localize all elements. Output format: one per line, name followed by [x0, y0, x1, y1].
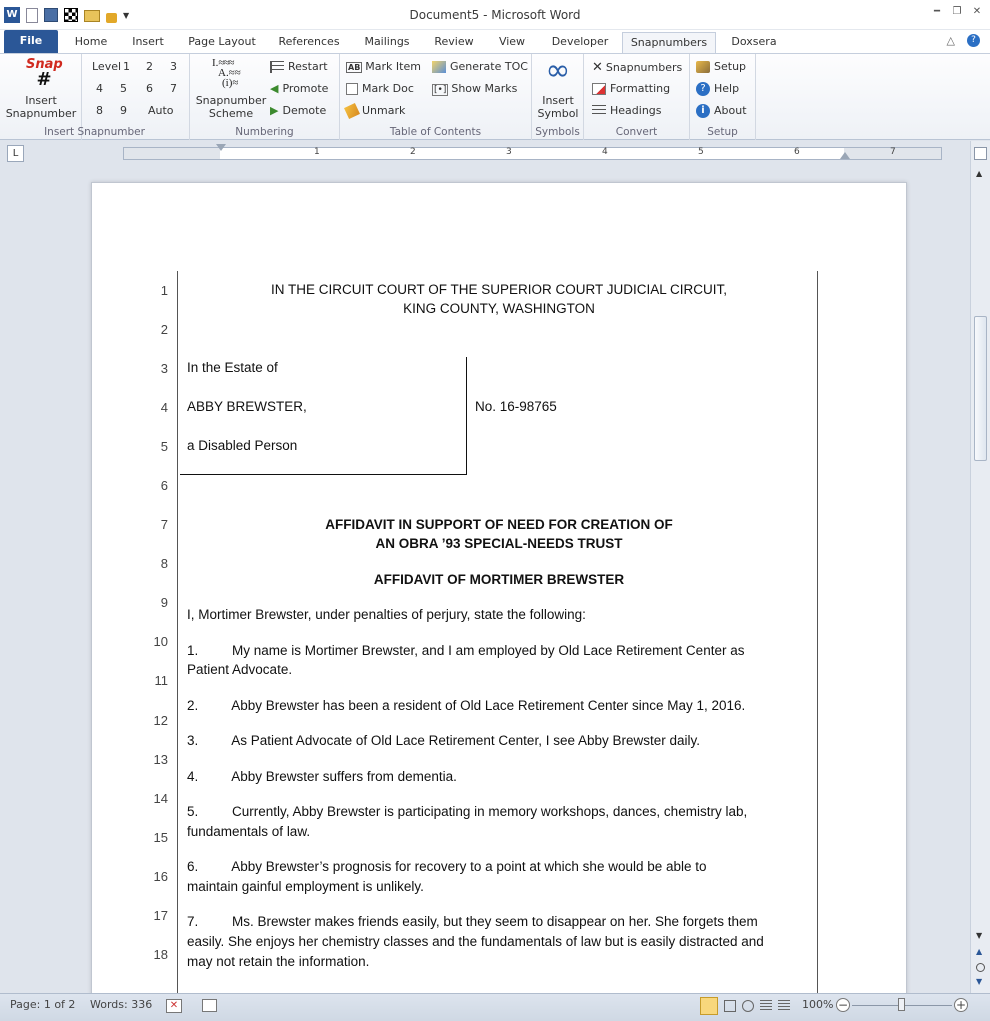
paragraph-3: 3. As Patient Advocate of Old Lace Retirement Center, I see Abby Brewster daily.: [187, 733, 701, 748]
eraser-icon: [344, 103, 360, 119]
paragraph-1-line-2: Patient Advocate.: [187, 662, 293, 677]
web-layout-view-icon[interactable]: [742, 1000, 754, 1012]
line-number: 10: [153, 634, 168, 649]
macro-recording-icon[interactable]: [202, 999, 217, 1012]
show-marks-label: Show Marks: [451, 82, 518, 95]
paragraph-4: 4. Abby Brewster suffers from dementia.: [187, 769, 457, 784]
level-2-button[interactable]: 2: [146, 60, 153, 73]
tab-view[interactable]: View: [498, 35, 526, 48]
demote-arrow-icon: ▶: [270, 104, 279, 117]
help-area: [947, 34, 980, 47]
line-number: 8: [160, 556, 168, 571]
outline-view-icon[interactable]: [760, 1000, 772, 1012]
group-label-symbols: Symbols: [535, 126, 580, 138]
zoom-level[interactable]: 100%: [802, 998, 834, 1011]
tab-doxsera[interactable]: Doxsera: [731, 35, 777, 48]
insert-label: Insert: [25, 94, 57, 107]
ruler-toggle-icon[interactable]: [974, 147, 987, 160]
unmark-button[interactable]: [346, 104, 405, 117]
line-number: 6: [160, 478, 168, 493]
scroll-down-icon[interactable]: ▼: [976, 931, 983, 940]
line-number: 4: [160, 400, 168, 415]
paragraph-7-line-2: easily. She enjoys her chemistry classes and the fundamentals of law but is easily distracted and: [187, 934, 764, 949]
tab-selector-icon[interactable]: L: [7, 145, 24, 162]
ruler-number: 2: [410, 147, 416, 157]
full-screen-view-icon[interactable]: [724, 1000, 736, 1012]
tab-insert[interactable]: Insert: [132, 35, 164, 48]
scheme-label-1: Snapnumber: [195, 94, 267, 107]
case-number: No. 16-98765: [475, 399, 557, 414]
group-numbering: [190, 54, 340, 140]
restart-label: Restart: [288, 60, 328, 73]
intro-paragraph: I, Mortimer Brewster, under penalties of perjury, state the following:: [187, 607, 586, 622]
level-1-button[interactable]: 1: [123, 60, 130, 73]
word-app-icon[interactable]: W: [4, 7, 20, 23]
demote-label: Demote: [282, 104, 327, 117]
about-button[interactable]: [696, 104, 747, 118]
mark-item-label: Mark Item: [365, 60, 421, 73]
convert-snapnumbers-button[interactable]: [592, 60, 682, 75]
group-setup: [690, 54, 756, 140]
affidavit-title-1: AFFIDAVIT IN SUPPORT OF NEED FOR CREATION OF: [325, 517, 673, 532]
indent-marker-icon[interactable]: [216, 144, 226, 151]
ruler-number: 4: [602, 147, 608, 157]
line-number: 15: [153, 830, 168, 845]
tab-file[interactable]: File: [4, 30, 58, 54]
level-6-button[interactable]: 6: [146, 82, 153, 95]
headings-icon: [592, 105, 606, 117]
tab-snapnumbers[interactable]: Snapnumbers: [622, 32, 716, 54]
group-label-numbering: Numbering: [235, 126, 294, 138]
setup-button[interactable]: [696, 60, 746, 73]
scheme-icon[interactable]: I.≈≈≈ A.≈≈ (i)≈: [212, 57, 241, 89]
print-layout-view-icon[interactable]: [700, 997, 718, 1015]
group-label-setup: Setup: [707, 126, 738, 138]
tab-references[interactable]: References: [278, 35, 340, 48]
level-5-button[interactable]: 5: [120, 82, 127, 95]
help-label: Help: [714, 82, 740, 95]
line-number: 12: [153, 713, 168, 728]
group-table-of-contents: [340, 54, 532, 140]
ruler-number: 6: [794, 147, 800, 157]
ruler-number: 7: [890, 147, 896, 157]
window-controls: [930, 6, 984, 18]
demote-button[interactable]: [270, 104, 326, 117]
line-number: 1: [160, 283, 168, 298]
next-page-icon[interactable]: ▼: [976, 977, 983, 986]
insert-symbol-label-2: Symbol: [537, 107, 579, 120]
paragraph-6-line-1: 6. Abby Brewster’s prognosis for recovery to a point at which she would be able to: [187, 859, 707, 874]
page-count[interactable]: Page: 1 of 2: [10, 998, 76, 1011]
promote-arrow-icon: ◀: [270, 82, 279, 95]
caption-estate: In the Estate of: [187, 360, 278, 375]
setup-icon: [696, 61, 710, 73]
line-number: 5: [160, 439, 168, 454]
left-pleading-line: [177, 271, 178, 993]
level-3-button[interactable]: 3: [170, 60, 177, 73]
right-pleading-line: [817, 271, 818, 993]
line-number: 16: [153, 869, 168, 884]
line-number: 18: [153, 947, 168, 962]
court-heading-line-2: KING COUNTY, WASHINGTON: [403, 301, 595, 316]
generate-toc-icon: [432, 61, 446, 73]
group-label-toc: Table of Contents: [389, 126, 482, 138]
draft-view-icon[interactable]: [778, 1000, 790, 1012]
about-label: About: [714, 104, 747, 117]
mark-doc-icon: [346, 83, 358, 95]
paragraph-5-line-2: fundamentals of law.: [187, 824, 311, 839]
minimize-ribbon-icon[interactable]: △: [946, 34, 955, 47]
paragraph-7-line-1: 7. Ms. Brewster makes friends easily, but they seem to disappear on her. She forgets them: [187, 914, 758, 929]
zoom-slider-thumb[interactable]: [898, 998, 905, 1011]
setup-label: Setup: [714, 60, 747, 73]
window-title: Document5 - Microsoft Word: [409, 8, 581, 22]
title-bar: [0, 0, 990, 30]
ruler-number: 1: [314, 147, 320, 157]
generate-toc-button[interactable]: [432, 60, 528, 73]
court-heading-line-1: IN THE CIRCUIT COURT OF THE SUPERIOR COURT JUDICIAL CIRCUIT,: [270, 282, 728, 297]
line-number: 2: [160, 322, 168, 337]
group-label-convert: Convert: [615, 126, 658, 138]
scroll-up-icon[interactable]: ▲: [976, 169, 983, 178]
group-symbols: [532, 54, 584, 140]
customize-qat-icon[interactable]: ▼: [123, 10, 130, 20]
insert-symbol-label-1: Insert: [542, 94, 574, 107]
paragraph-6-line-2: maintain gainful employment is unlikely.: [187, 879, 424, 894]
tab-mailings[interactable]: Mailings: [364, 35, 410, 48]
tab-developer[interactable]: Developer: [551, 35, 609, 48]
mark-item-icon: AB: [348, 63, 361, 72]
snapnumber-label: Snapnumber: [5, 107, 77, 120]
convert-headings-label: Headings: [610, 104, 662, 117]
level-7-button[interactable]: 7: [170, 82, 177, 95]
level-auto-button[interactable]: Auto: [148, 104, 174, 117]
convert-formatting-label: Formatting: [610, 82, 671, 95]
paragraph-5-line-1: 5. Currently, Abby Brewster is participating in memory workshops, dances, chemistry lab,: [187, 804, 748, 819]
snapnumber-scheme-button[interactable]: [192, 94, 270, 120]
affidavit-subtitle: AFFIDAVIT OF MORTIMER BREWSTER: [373, 572, 625, 587]
info-icon: i: [696, 104, 710, 118]
previous-page-icon[interactable]: ▲: [976, 947, 983, 956]
status-bar: [0, 993, 990, 1021]
caption-name: ABBY BREWSTER,: [187, 399, 307, 414]
line-number: 17: [153, 908, 168, 923]
ruler-left-margin: [124, 148, 220, 159]
zoom-out-icon[interactable]: −: [837, 998, 849, 1012]
infinity-symbol-icon[interactable]: ∞: [545, 53, 571, 88]
paragraph-2: 2. Abby Brewster has been a resident of Old Lace Retirement Center since May 1, 2016.: [187, 698, 746, 713]
promote-label: Promote: [282, 82, 329, 95]
level-4-button[interactable]: 4: [96, 82, 103, 95]
line-number: 11: [154, 673, 168, 688]
convert-headings-button[interactable]: [592, 104, 662, 117]
zoom-in-icon[interactable]: +: [955, 998, 967, 1012]
close-icon[interactable]: ✕: [972, 6, 982, 17]
help-icon[interactable]: ?: [967, 34, 980, 47]
promote-button[interactable]: [270, 82, 328, 95]
mark-item-button[interactable]: [346, 60, 421, 73]
line-number: 7: [160, 517, 168, 532]
restart-icon: [270, 61, 284, 73]
line-number: 3: [160, 361, 168, 376]
minimize-icon[interactable]: ━: [933, 6, 941, 17]
x-icon: ✕: [592, 60, 603, 75]
tab-page-layout[interactable]: Page Layout: [188, 35, 256, 48]
caption-disabled: a Disabled Person: [187, 438, 298, 453]
level-9-button[interactable]: 9: [120, 104, 127, 117]
insert-symbol-button[interactable]: [532, 94, 584, 120]
word-count[interactable]: Words: 336: [90, 998, 153, 1011]
mark-doc-button[interactable]: [346, 82, 414, 95]
show-marks-icon: [•]: [434, 85, 447, 95]
line-number: 9: [160, 595, 168, 610]
formatting-icon: [592, 83, 606, 95]
proofing-icon[interactable]: ✕: [166, 999, 182, 1013]
insert-snapnumber-button[interactable]: [0, 94, 82, 120]
generate-toc-label: Generate TOC: [450, 60, 528, 73]
convert-snapnumbers-label: Snapnumbers: [605, 61, 683, 74]
restore-icon[interactable]: ❐: [952, 6, 962, 17]
group-levels: [44, 54, 190, 140]
ribbon-tabs: [0, 30, 990, 54]
affidavit-title-2: AN OBRA ’93 SPECIAL-NEEDS TRUST: [375, 536, 623, 551]
ruler-number: 3: [506, 147, 512, 157]
paragraph-7-line-3: may not retain the information.: [187, 954, 370, 969]
right-indent-marker-icon[interactable]: [840, 152, 850, 159]
select-browse-object-icon[interactable]: [976, 963, 985, 972]
line-number: 13: [153, 752, 168, 767]
tab-review[interactable]: Review: [434, 35, 474, 48]
ruler-number: 5: [698, 147, 704, 157]
tab-home[interactable]: Home: [74, 35, 108, 48]
ruler-area: [0, 141, 990, 167]
help-button[interactable]: [696, 82, 739, 96]
level-label: Level: [92, 60, 122, 73]
show-marks-button[interactable]: [432, 82, 517, 95]
restart-button[interactable]: [270, 60, 328, 73]
paragraph-1-line-1: 1. My name is Mortimer Brewster, and I am employed by Old Lace Retirement Center as: [187, 643, 745, 658]
horizontal-ruler[interactable]: [123, 147, 942, 160]
document-area: [0, 167, 970, 993]
line-number: 14: [153, 791, 168, 806]
ribbon: [0, 53, 990, 140]
vertical-scrollbar[interactable]: [970, 141, 990, 993]
snap-logo-icon[interactable]: Snap #: [26, 57, 63, 90]
convert-formatting-button[interactable]: [592, 82, 670, 95]
group-convert: [584, 54, 690, 140]
unmark-label: Unmark: [362, 104, 406, 117]
document-page[interactable]: [91, 182, 907, 993]
scroll-thumb[interactable]: [974, 316, 987, 461]
help-circle-icon: ?: [696, 82, 710, 96]
level-8-button[interactable]: 8: [96, 104, 103, 117]
group-label-insert-snapnumber: Insert Snapnumber: [44, 126, 145, 138]
scheme-label-2: Scheme: [208, 107, 254, 120]
mark-doc-label: Mark Doc: [362, 82, 414, 95]
